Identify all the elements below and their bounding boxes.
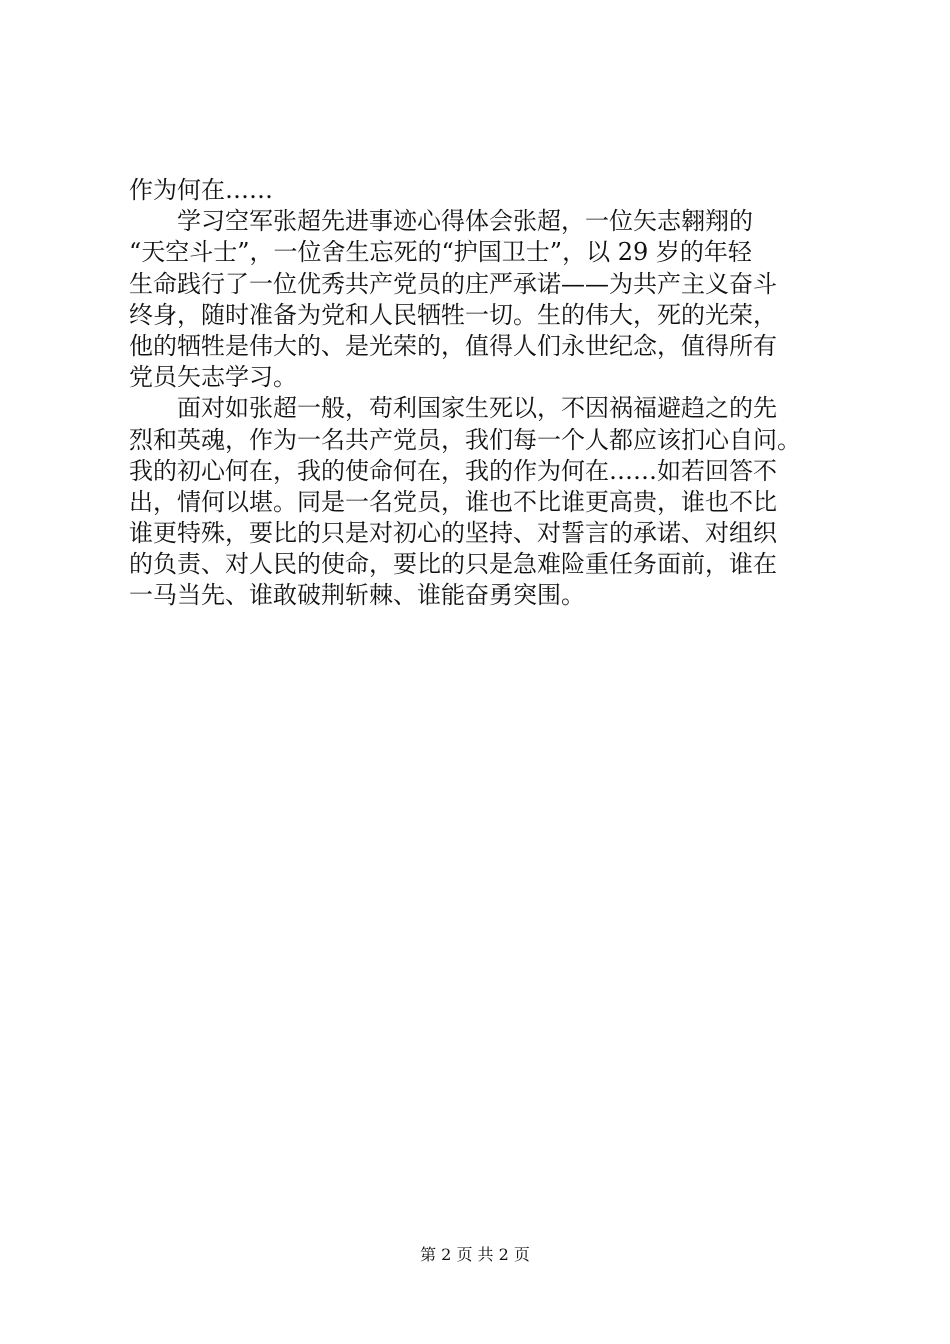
text-line: 终身，随时准备为党和人民牺牲一切。生的伟大，死的光荣， [129,300,777,329]
page-number-label: 第 2 页 共 2 页 [420,1245,530,1264]
text-line: 学习空军张超先进事迹心得体会张超，一位矢志翱翔的 [129,207,753,236]
text-line: 他的牺牲是伟大的、是光荣的，值得人们永世纪念，值得所有 [129,331,777,360]
text-line: 谁更特殊，要比的只是对初心的坚持、对誓言的承诺、对组织 [129,519,777,548]
text-line: 出，情何以堪。同是一名党员，谁也不比谁更高贵，谁也不比 [129,487,777,516]
text-line: 作为何在…… [129,176,273,204]
text-line: 生命践行了一位优秀共产党员的庄严承诺——为共产主义奋斗 [129,269,777,298]
text-line: 烈和英魂，作为一名共产党员，我们每一个人都应该扪心自问。 [129,425,801,454]
text-line: 一马当先、谁敢破荆斩棘、谁能奋勇突围。 [129,581,585,610]
page-footer [0,1245,950,1265]
text-line: 党员矢志学习。 [129,363,297,392]
text-line: “天空斗士”，一位舍生忘死的“护国卫士”，以 29 岁的年轻 [129,238,752,267]
text-line: 我的初心何在，我的使命何在，我的作为何在……如若回答不 [129,456,777,485]
text-line: 面对如张超一般，苟利国家生死以，不因祸福避趋之的先 [129,394,777,423]
text-line: 的负责、对人民的使命，要比的只是急难险重任务面前，谁在 [129,550,777,579]
document-body [129,175,835,612]
